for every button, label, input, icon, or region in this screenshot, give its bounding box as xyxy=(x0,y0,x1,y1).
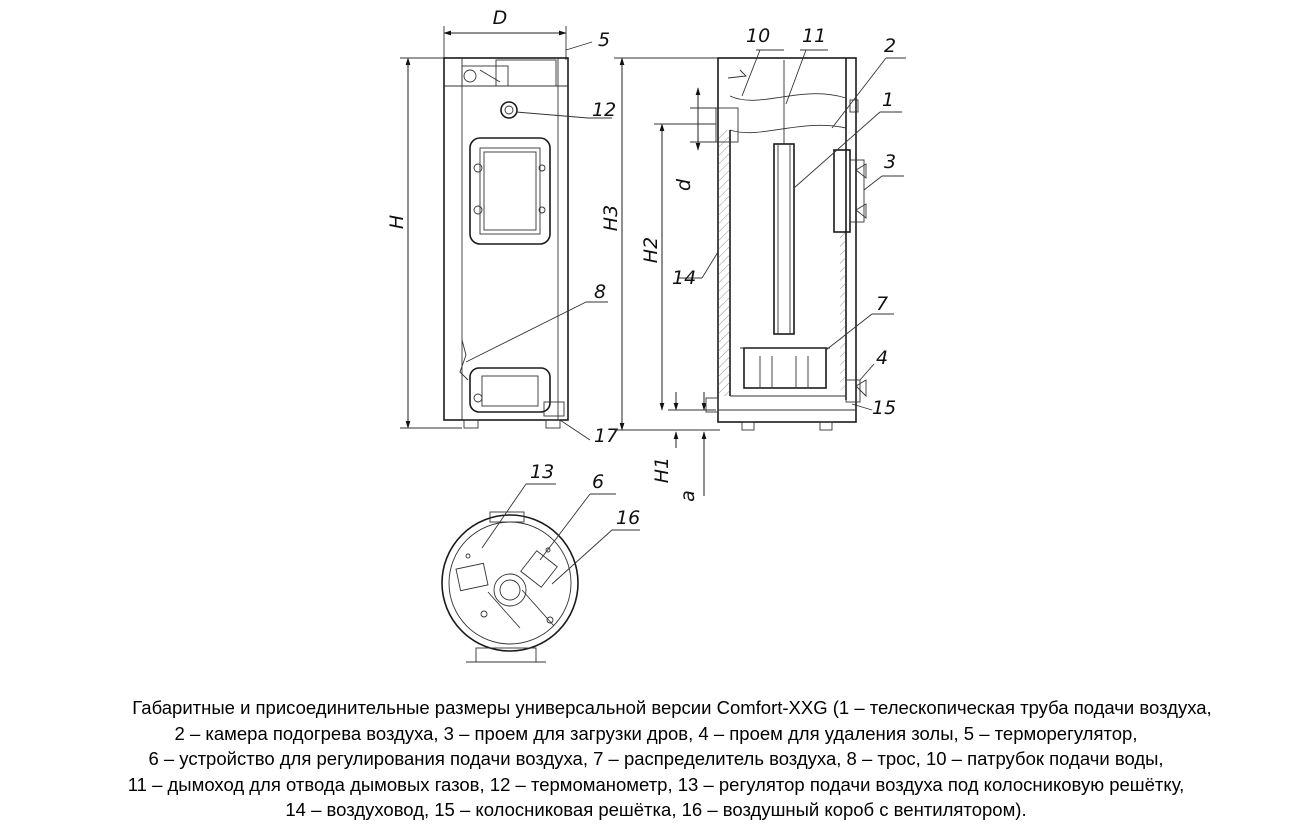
callout-7: 7 xyxy=(876,293,889,315)
telescopic-tube xyxy=(774,144,794,334)
side-section-view xyxy=(600,25,906,502)
cable xyxy=(460,340,468,380)
caption-line-4: 11 – дымоход для отвода дымовых газов, 12 – термоманометр, 13 – регулятор подачи воздуха под колосниковую решётку, xyxy=(127,773,1185,795)
callout-10: 10 xyxy=(746,25,771,47)
dim-h3-label: H3 xyxy=(600,204,622,232)
caption-line-5: 14 – воздуховод, 15 – колосниковая решётка, 16 – воздушный короб с вентилятором). xyxy=(285,799,1027,821)
dim-d-label: D xyxy=(492,7,508,29)
dim-h2-label: H2 xyxy=(640,236,662,264)
dim-a-label: a xyxy=(677,490,699,502)
air-distributor xyxy=(744,348,826,388)
figure-caption xyxy=(0,695,1312,823)
callout-5: 5 xyxy=(598,29,611,51)
callout-11: 11 xyxy=(802,25,827,47)
caption-line-2: 2 – камера подогрева воздуха, 3 – проем для загрузки дров, 4 – проем для удаления золы, 5 – терморегулятор, xyxy=(174,722,1138,744)
callout-15: 15 xyxy=(872,397,897,419)
dim-d-small-label: d xyxy=(673,178,695,192)
loading-door xyxy=(470,138,550,244)
dim-h-label: H xyxy=(386,214,408,230)
callout-1: 1 xyxy=(882,89,895,111)
callout-6: 6 xyxy=(592,471,605,493)
caption-line-3: 6 – устройство для регулирования подачи воздуха, 7 – распределитель воздуха, 8 – трос, 10 – патрубок подачи воды, xyxy=(148,748,1164,770)
thermomanometer xyxy=(501,102,517,118)
caption-line-1: Габаритные и присоединительные размеры универсальной версии Comfort-XXG (1 – телескопическая труба подачи воздуха, xyxy=(132,697,1212,718)
callout-13: 13 xyxy=(530,461,555,483)
callout-14: 14 xyxy=(672,267,697,289)
callout-16: 16 xyxy=(616,507,641,529)
callout-3: 3 xyxy=(884,151,897,173)
front-view xyxy=(386,7,618,447)
top-view xyxy=(442,461,640,662)
callout-17: 17 xyxy=(594,425,619,447)
callout-8: 8 xyxy=(594,281,607,303)
callout-4: 4 xyxy=(876,347,889,369)
callout-2: 2 xyxy=(884,35,897,57)
callout-12: 12 xyxy=(592,99,617,121)
boiler-top-circle xyxy=(442,515,578,651)
dim-h1-label: H1 xyxy=(651,456,673,484)
boiler-side-body xyxy=(718,58,856,422)
